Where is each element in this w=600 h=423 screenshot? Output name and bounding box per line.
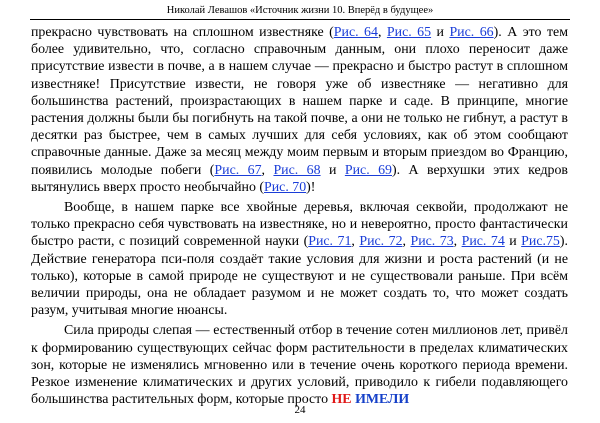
figure-link-64[interactable]: Рис. 64 [333,25,378,40]
figure-link-75[interactable]: Рис.75 [521,234,560,250]
running-header: Николай Левашов «Источник жизни 10. Вперёд в будущее» [166,5,434,16]
paragraph-2: Вообще, в нашем парке все хвойные деревья, включая секвойи, продолжают не только прекрасно себя чувствовать на известняке, но и невероятно, просто фантастически быстро расти, с позиций современной науки (Рис. 71, Рис. 72, Рис. 73, Рис. 74 и Рис.75). Действие генератора пси-поля создаёт такие условия для жизни и роста растений (и не только), которые в самой природе не существуют и не существовали раньше. При всём величии природы, она не обладает разумом и не может создать то, что может создать разум, учитывая многие нюансы. [31,200,568,319]
figure-link-72[interactable]: Рис. 72 [359,234,403,250]
paragraph-1: прекрасно чувствовать на сплошном известняке (Рис. 64, Рис. 65 и Рис. 66). А это тем более удивительно, что, согласно справочным данным, они плохо переносит даже присутствие извести в почве, а в нашем случае — прекрасно и быстро растут в сплошном известняке! Присутствие извести, не говоря уже об известняке — негативно для большинства растений, произрастающих в нашем парке и саде. В принципе, многие растения должны были бы погибнуть на такой почве, а они не только не гибнут, а растут в десятки раз быстрее, чем в самых лучших для себя условиях, как об этом сообщают справочные данные. Даже за месяц между моим первым и вторым приездом во Францию, появились молодые побеги (Рис. 67, Рис. 68 и Рис. 69). А верхушки этих кедров вытянулись вверх просто необычайно (Рис. 70)! [31,25,568,195]
paragraph-3: Сила природы слепая — естественный отбор в течение сотен миллионов лет, привёл к формированию существующих сейчас форм растительности в пределах климатических зон, которые не изменялись мгновенно или в течение очень короткого периода времени. Резкое изменение климатических и других условий, приводило к гибели подавляющего большинства растительных форм, которые просто НЕ ИМЕЛИ [31,323,568,408]
figure-link-67[interactable]: Рис. 67 [214,162,262,178]
emphasis-blue: ИМЕЛИ [355,392,410,408]
figure-link-71[interactable]: Рис. 71 [308,234,352,250]
header-divider [30,19,570,20]
figure-link-73[interactable]: Рис. 73 [410,234,454,250]
figure-link-70[interactable]: Рис. 70 [264,179,307,195]
figure-link-68[interactable]: Рис. 68 [273,162,321,178]
body-text [31,24,568,411]
emphasis-red: НЕ [331,392,352,408]
figure-link-74[interactable]: Рис. 74 [461,234,505,250]
figure-link-65[interactable]: Рис. 65 [386,25,432,40]
page-number: 24 [294,404,306,416]
figure-link-69[interactable]: Рис. 69 [344,162,392,178]
figure-link-66[interactable]: Рис. 66 [449,25,494,40]
